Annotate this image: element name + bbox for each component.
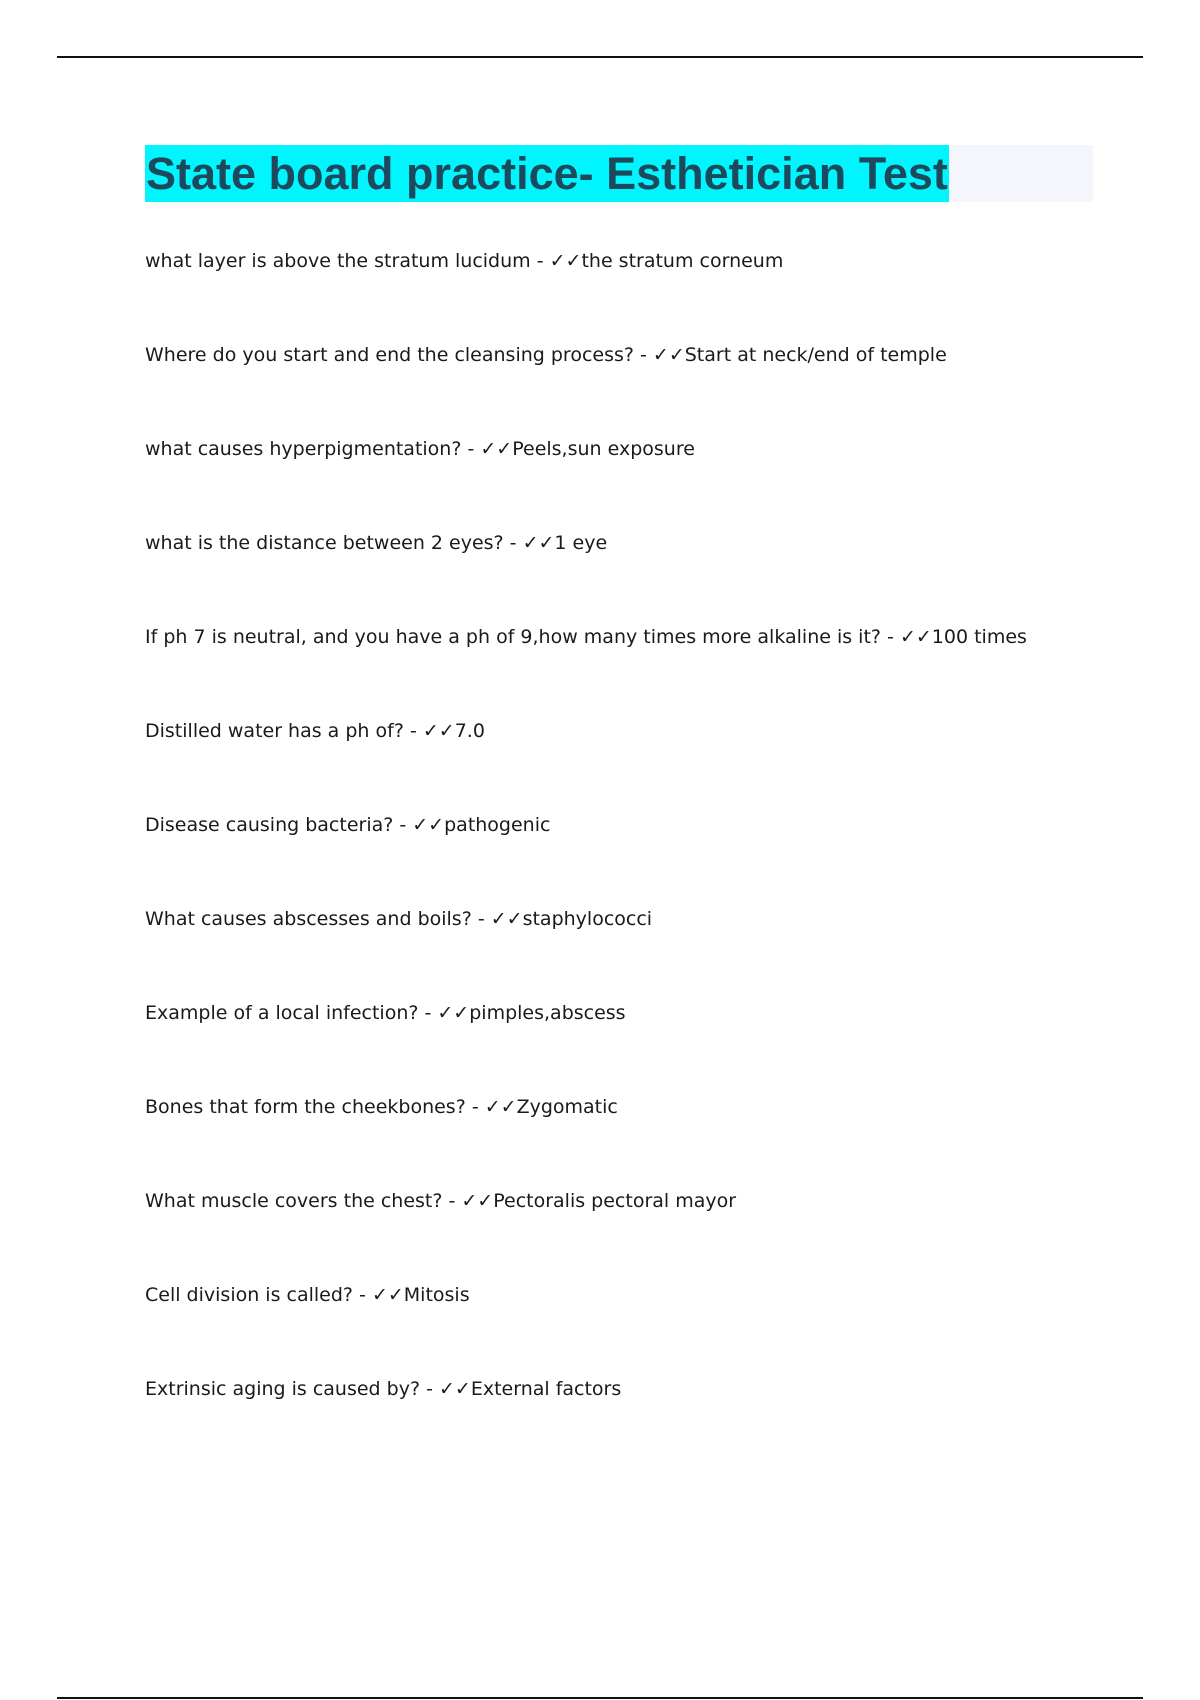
qa-separator: - <box>503 532 523 554</box>
double-check-icon: ✓✓ <box>899 626 932 648</box>
qa-item <box>145 340 1095 434</box>
double-check-icon: ✓✓ <box>422 720 455 742</box>
double-check-icon: ✓✓ <box>652 344 685 366</box>
qa-answer: External factors <box>470 1378 622 1400</box>
qa-answer: Mitosis <box>403 1284 470 1306</box>
page-title: State board practice- Esthetician Test <box>145 145 949 202</box>
qa-separator: - <box>471 908 491 930</box>
qa-answer: the stratum corneum <box>581 250 784 272</box>
qa-item <box>145 716 1095 810</box>
bottom-rule <box>57 1697 1143 1699</box>
qa-item <box>145 1186 1095 1280</box>
qa-separator: - <box>393 814 413 836</box>
qa-item <box>145 1374 1095 1468</box>
qa-question: Example of a local infection? <box>145 1002 419 1024</box>
qa-question: What causes abscesses and boils? <box>145 908 472 930</box>
qa-separator: - <box>530 250 550 272</box>
qa-list <box>145 246 1095 1468</box>
double-check-icon: ✓✓ <box>412 814 445 836</box>
qa-item <box>145 246 1095 340</box>
qa-question: If ph 7 is neutral, and you have a ph of 9,how many times more alkaline is it? <box>145 626 881 648</box>
qa-question: What muscle covers the chest? <box>145 1190 443 1212</box>
qa-question: what is the distance between 2 eyes? <box>145 532 504 554</box>
double-check-icon: ✓✓ <box>437 1002 470 1024</box>
qa-separator: - <box>418 1002 438 1024</box>
qa-separator: - <box>465 1096 485 1118</box>
qa-separator: - <box>403 720 423 742</box>
qa-answer: 100 times <box>931 626 1027 648</box>
qa-answer: pathogenic <box>444 814 551 836</box>
qa-answer: pimples,abscess <box>469 1002 626 1024</box>
double-check-icon: ✓✓ <box>549 250 582 272</box>
qa-separator: - <box>353 1284 372 1306</box>
qa-separator: - <box>420 1378 439 1400</box>
qa-answer: Pectoralis pectoral mayor <box>493 1190 737 1212</box>
qa-question: what causes hyperpigmentation? <box>145 438 462 460</box>
qa-question: Disease causing bacteria? <box>145 814 394 836</box>
qa-separator: - <box>442 1190 462 1212</box>
qa-question: what layer is above the stratum lucidum <box>145 250 531 272</box>
qa-answer: staphylococci <box>522 908 653 930</box>
title-block <box>145 145 1093 202</box>
qa-answer: Peels,sun exposure <box>512 438 695 460</box>
qa-question: Bones that form the cheekbones? <box>145 1096 466 1118</box>
qa-question: Cell division is called? <box>145 1284 353 1306</box>
qa-separator: - <box>633 344 653 366</box>
qa-question: Distilled water has a ph of? <box>145 720 404 742</box>
double-check-icon: ✓✓ <box>371 1284 404 1306</box>
qa-separator: - <box>461 438 481 460</box>
qa-answer: Start at neck/end of temple <box>684 344 947 366</box>
qa-item <box>145 998 1095 1092</box>
qa-item <box>145 904 1095 998</box>
qa-separator: - <box>881 626 900 648</box>
double-check-icon: ✓✓ <box>490 908 523 930</box>
double-check-icon: ✓✓ <box>461 1190 494 1212</box>
double-check-icon: ✓✓ <box>480 438 513 460</box>
qa-answer: 7.0 <box>454 720 485 742</box>
qa-item <box>145 528 1095 622</box>
qa-question: Extrinsic aging is caused by? <box>145 1378 421 1400</box>
qa-answer: Zygomatic <box>516 1096 618 1118</box>
double-check-icon: ✓✓ <box>522 532 555 554</box>
qa-item <box>145 810 1095 904</box>
qa-question: Where do you start and end the cleansing process? <box>145 344 634 366</box>
qa-item <box>145 622 1095 716</box>
double-check-icon: ✓✓ <box>484 1096 517 1118</box>
qa-item <box>145 1280 1095 1374</box>
qa-item <box>145 1092 1095 1186</box>
qa-item <box>145 434 1095 528</box>
double-check-icon: ✓✓ <box>438 1378 471 1400</box>
qa-answer: 1 eye <box>554 532 608 554</box>
top-rule <box>57 56 1143 58</box>
